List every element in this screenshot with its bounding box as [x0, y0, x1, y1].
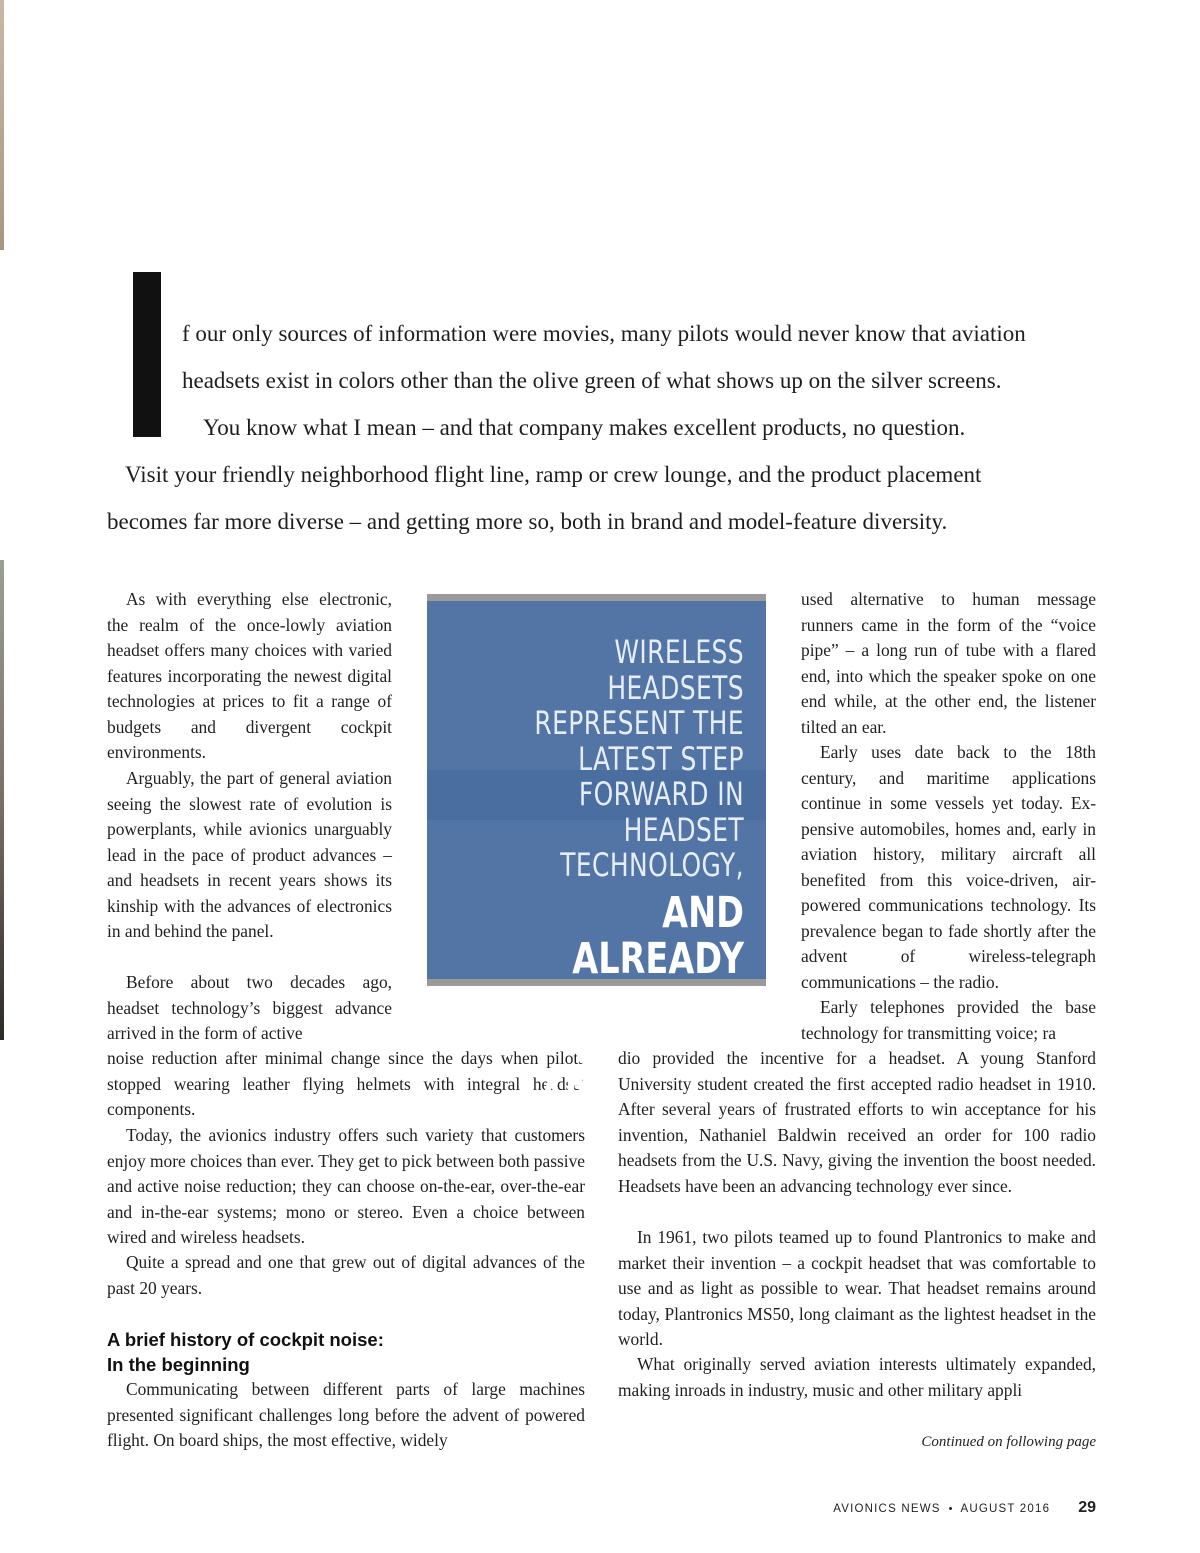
intro-line-3: You know what I mean – and that company makes excellent products, no question. [203, 415, 966, 440]
body-paragraph: Quite a spread and one that grew out of digital advances of the past 20 years. [107, 1252, 585, 1298]
issue-date: AUGUST 2016 [960, 1503, 1051, 1515]
intro-line-1: f our only sources of information were movies, many pilots would never know that aviation [182, 321, 1026, 346]
body-paragraph: Early telephones provided the base technology for transmitting voice; ra [801, 997, 1096, 1043]
body-paragraph: Communicating between different parts of large machines presented significant challenges long before the advent of powered flight. On board ships, the most effective, widely [107, 1379, 585, 1450]
continued-note: Continued on following page [921, 1434, 1096, 1450]
photo-edge-top [0, 0, 4, 250]
pull-quote-emphasis-line: AND ALREADY [572, 887, 744, 984]
body-paragraph: Arguably, the part of general aviation seeing the slowest rate of evolution is powerplants, while avionics unarguably lead in the pace of product advances – and headsets in recent years shows its kinship with the advances of electronics in and behind the panel. [107, 768, 392, 941]
body-paragraph: In 1961, two pilots teamed up to found Plantronics to make and market their invention – a cockpit headset that was comfortable to use and as light as possible to wear. That headset remains around today, Plantronics MS50, long claimant as the lightest headset in the world. [618, 1227, 1096, 1349]
body-paragraph: As with everything else electronic, the realm of the once-lowly aviation headset offers many choices with varied features incorporating the newest digital technologies at prices to fit a range of budgets and divergent cockpit environments. [107, 589, 392, 762]
page-footer [833, 1499, 1096, 1517]
pull-quote-line: WIRELESS HEADSETS [607, 633, 744, 707]
body-paragraph: noise reduction after minimal change since the days when pilots stopped wearing leather flying helmets with integral headset components. [107, 1048, 585, 1119]
body-paragraph: used alternative to human message runners came in the form of the “voice pipe” – a long run of tube with a flared end, into which the speaker spoke on one end while, at the other end, the listener tilted an ear. [801, 589, 1096, 737]
intro-line-4: Visit your friendly neighborhood flight line, ramp or crew lounge, and the product placement [125, 462, 982, 487]
page-number: 29 [1078, 1499, 1096, 1516]
pull-quote-line: TECHNOLOGY, [560, 846, 744, 884]
body-paragraph: Before about two decades ago, headset technology’s biggest advance arrived in the form of active [107, 972, 392, 1043]
pull-quote-emphasis-line: ARE MANY. [538, 1071, 744, 1122]
intro-line-5: becomes far more diverse – and getting more so, both in brand and model-feature diversity. [107, 509, 948, 534]
section-heading-line-2: In the beginning [107, 1354, 250, 1375]
section-heading-line-1: A brief history of cockpit noise: [107, 1329, 384, 1350]
pull-quote-line: REPRESENT THE [534, 704, 744, 742]
pull-quote-line: FORWARD IN HEADSET [578, 775, 744, 849]
footer-separator: • [948, 1503, 953, 1515]
drop-cap-letter [133, 272, 161, 437]
pull-quote-emphasis-line: THE OPTIONS [574, 979, 744, 1076]
pull-quote [427, 594, 766, 1122]
body-paragraph: dio provided the incentive for a headset. A young Stanford University student created the first accepted radio headset in 1910. After several years of frustrated efforts to win acceptance for his invention, Nathaniel Baldwin received an order for 100 radio headsets from the U.S. Navy, giving the invention the boost needed. Headsets have been an advancing technology ever since. [618, 1048, 1096, 1196]
body-paragraph: What originally served aviation interests ultimately expanded, making inroads in industry, music and other military appli [618, 1354, 1096, 1400]
photo-edge-middle [0, 560, 4, 1040]
magazine-name: AVIONICS NEWS [833, 1503, 941, 1515]
body-paragraph: Early uses date back to the 18th century, and maritime applications continue in some vessels yet today. Expensive automobiles, homes and, early in aviation history, military aircraft all benefited from this voice-driven, air-powered communications technology. Its prevalence began to fade shortly after the advent of wireless-telegraph communications – the radio. [801, 742, 1096, 992]
pull-quote-line: LATEST STEP [578, 739, 744, 778]
body-paragraph: Today, the avionics industry offers such variety that customers enjoy more choices than ever. They get to pick between both passive and active noise reduction; they can choose on-the-ear, over-the-ear and in-the-ear systems; mono or stereo. Even a choice between wired and wireless headsets. [107, 1125, 585, 1247]
intro-line-2: headsets exist in colors other than the olive green of what shows up on the silver screens. [182, 368, 1002, 393]
